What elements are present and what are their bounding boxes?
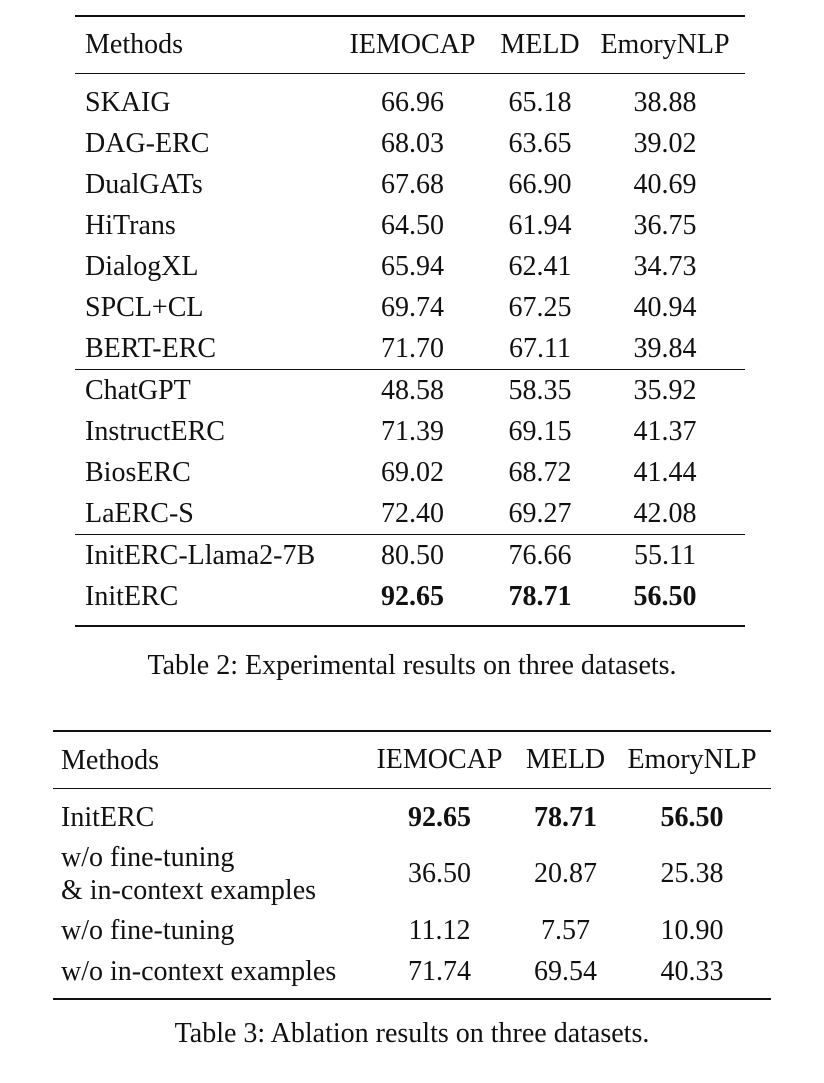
meld-cell: 58.35 [495,370,585,412]
iemocap-cell: 36.50 [408,858,471,889]
emorynlp-best-cell: 56.50 [585,576,745,626]
emorynlp-cell: 40.94 [633,291,697,323]
header-meld: MELD [518,731,613,789]
iemocap-cell: 68.03 [381,127,444,159]
table-row [53,910,771,951]
method-cell: InitERC [61,802,155,833]
method-cell: w/o in-context examples [53,951,361,999]
method-cell: w/o fine-tuning [61,915,235,946]
meld-cell: 20.87 [534,858,597,889]
method-line: w/o fine-tuning [61,842,235,873]
iemocap-cell: 64.50 [381,209,444,241]
iemocap-cell: 71.70 [381,332,444,364]
iemocap-cell: 65.94 [381,250,444,282]
table-row [75,328,745,370]
meld-cell: 76.66 [495,535,585,577]
emorynlp-cell: 36.75 [633,209,697,241]
table-row [75,411,745,452]
emorynlp-cell: 38.88 [633,86,697,118]
method-cell: LaERC-S [85,497,194,529]
iemocap-best-cell: 92.65 [408,801,471,833]
method-cell: ChatGPT [75,370,330,412]
meld-cell: 62.41 [508,250,572,282]
iemocap-cell: 67.68 [381,168,444,200]
table-header-row [75,16,745,74]
meld-best-cell: 78.71 [495,576,585,626]
meld-cell: 66.90 [508,168,572,200]
emorynlp-cell: 34.73 [633,250,697,282]
method-cell [53,838,361,910]
header-emorynlp: EmoryNLP [613,731,771,789]
method-cell: BERT-ERC [85,332,217,364]
meld-cell: 7.57 [541,914,590,946]
table-row [53,789,771,839]
emorynlp-cell: 25.38 [660,858,724,889]
header-meld: MELD [495,16,585,74]
table-row [75,535,745,577]
meld-cell: 63.65 [508,127,572,159]
table-row [75,123,745,164]
header-emorynlp: EmoryNLP [585,16,745,74]
method-cell: SPCL+CL [85,291,204,323]
emorynlp-best-cell: 56.50 [660,801,724,833]
emorynlp-cell: 39.84 [633,332,697,364]
iemocap-cell: 69.74 [381,291,444,323]
iemocap-cell: 48.58 [330,370,495,412]
method-cell: DAG-ERC [85,127,210,159]
table-row [53,951,771,999]
emorynlp-cell: 40.33 [613,951,771,999]
table-caption: Table 2: Experimental results on three datasets. [147,650,677,681]
emorynlp-cell: 40.69 [633,168,697,200]
method-cell: InitERC [75,576,330,626]
meld-cell: 67.25 [508,291,572,323]
ablation-table [53,730,771,1000]
table-row [75,287,745,328]
meld-cell: 69.15 [508,415,572,447]
emorynlp-cell: 10.90 [660,914,724,946]
method-cell: DualGATs [85,168,203,200]
table-row [75,205,745,246]
iemocap-cell: 71.74 [361,951,518,999]
table-row [53,838,771,910]
iemocap-cell: 71.39 [381,415,444,447]
table-row [75,74,745,124]
meld-best-cell: 78.71 [534,801,597,833]
header-iemocap: IEMOCAP [361,731,518,789]
emorynlp-cell: 41.37 [633,415,697,447]
emorynlp-cell: 35.92 [585,370,745,412]
method-cell: BiosERC [85,456,191,488]
iemocap-cell: 72.40 [381,497,444,529]
iemocap-cell: 80.50 [330,535,495,577]
method-cell: InitERC-Llama2-7B [75,535,330,577]
header-methods: Methods [53,731,361,789]
method-cell: InstructERC [85,415,225,447]
method-cell: DialogXL [85,250,199,282]
table-caption: Table 3: Ablation results on three datasets. [174,1018,650,1049]
meld-cell: 69.27 [508,497,572,529]
table-row [75,452,745,493]
table-header-row [53,731,771,789]
iemocap-cell: 66.96 [381,86,444,118]
table-row [75,246,745,287]
meld-cell: 69.54 [518,951,613,999]
method-line: & in-context examples [61,875,317,906]
iemocap-best-cell: 92.65 [330,576,495,626]
emorynlp-cell: 41.44 [633,456,697,488]
method-cell: HiTrans [85,209,176,241]
meld-cell: 68.72 [508,456,572,488]
meld-cell: 67.11 [509,332,571,364]
meld-cell: 61.94 [508,209,572,241]
table-row [75,164,745,205]
emorynlp-cell: 55.11 [585,535,745,577]
iemocap-cell: 69.02 [381,456,444,488]
table-row [75,493,745,535]
meld-cell: 65.18 [508,86,572,118]
emorynlp-cell: 39.02 [633,127,697,159]
table-row [75,370,745,412]
method-cell: SKAIG [85,86,171,118]
iemocap-cell: 11.12 [408,914,471,946]
emorynlp-cell: 42.08 [633,497,697,529]
results-table [75,15,745,627]
table-row [75,576,745,626]
header-methods: Methods [75,16,330,74]
header-iemocap: IEMOCAP [330,16,495,74]
